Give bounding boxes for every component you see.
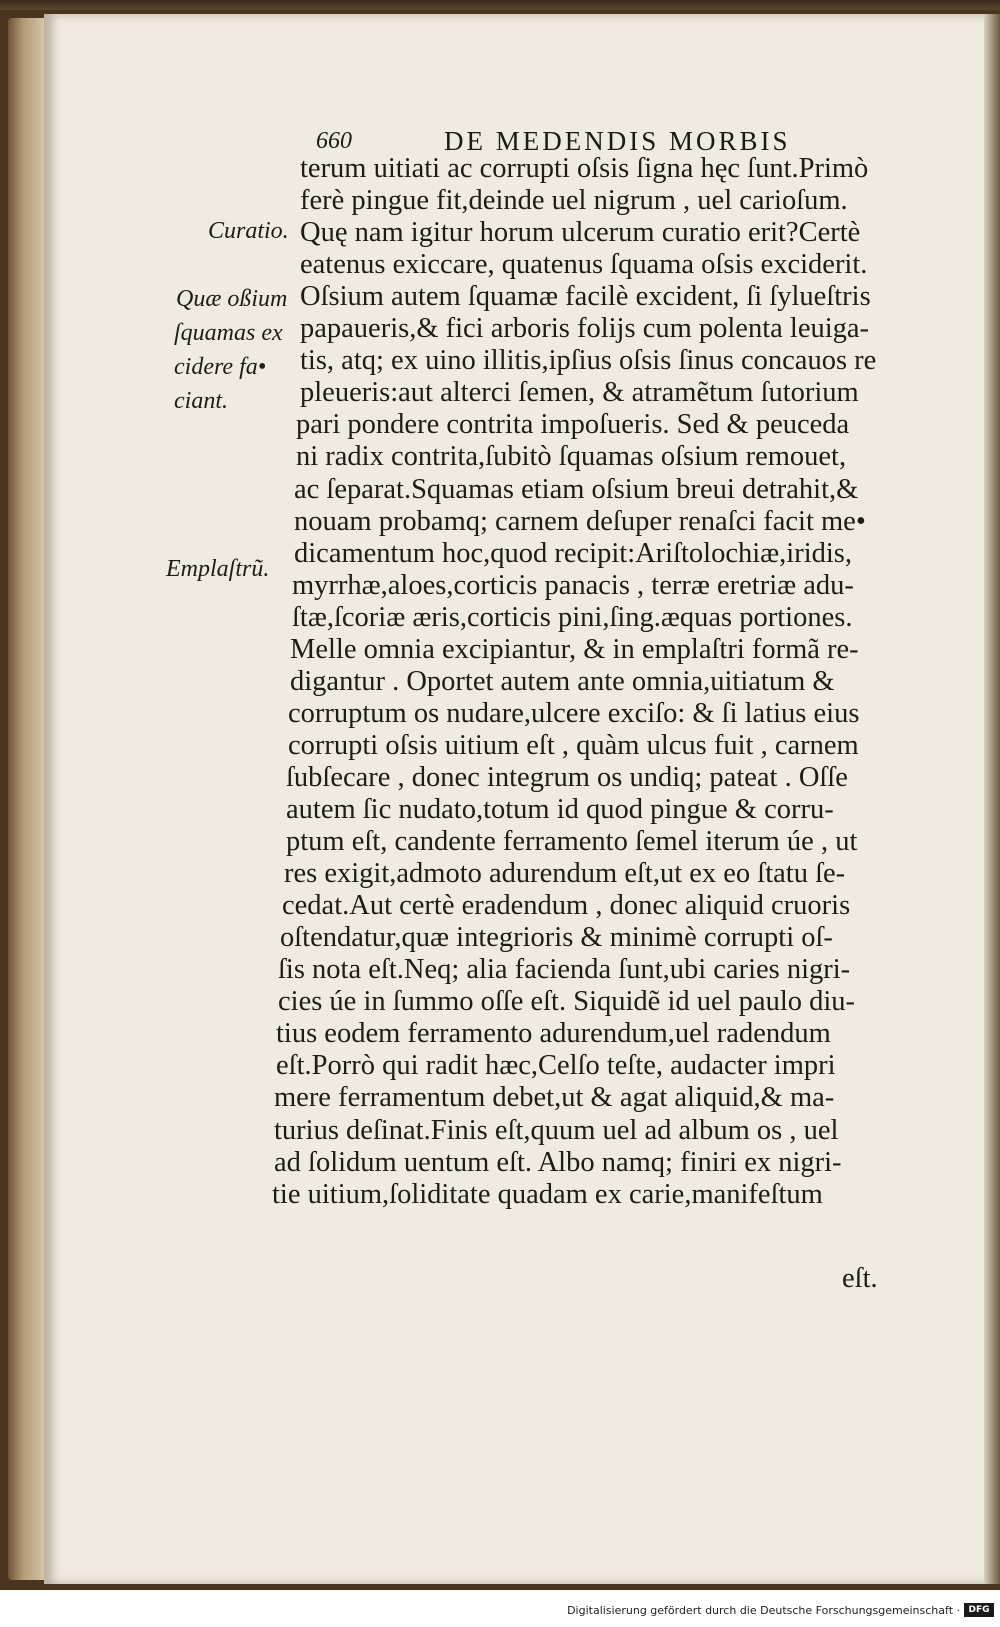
text-line: ſtæ,ſcoriæ æris,corticis pini,ſing.æquas portiones. (292, 601, 853, 633)
text-line: Quę nam igitur horum ulcerum curatio erit?Certè (300, 217, 861, 249)
text-line: turius deſinat.Finis eſt,quum uel ad album os , uel (274, 1114, 839, 1146)
dfg-logo: DFG (964, 1603, 994, 1617)
margin-note-curatio: Curatio. (208, 218, 289, 244)
text-line: nouam probamq; carnem deſuper renaſci facit me• (294, 505, 866, 537)
margin-note-line-4: ciant. (174, 388, 228, 414)
text-line: corruptum os nudare,ulcere exciſo: & ſi latius eius (288, 697, 860, 729)
text-line: pleueris:aut alterci ſemen, & atramẽtum ſutorium (300, 377, 859, 409)
text-line: dicamentum hoc,quod recipit:Ariſtolochiæ,iridis, (294, 537, 853, 569)
text-line: myrrhæ,aloes,corticis panacis , terræ eretriæ adu- (292, 569, 854, 601)
text-line: eſt.Porrò qui radit hæc,Celſo teſte, audacter impri (276, 1050, 836, 1082)
text-line: ptum eſt, candente ferramento ſemel iterum úe , ut (286, 826, 858, 858)
page-number: 660 (316, 128, 352, 154)
text-line: pari pondere contrita impoſueris. Sed & peuceda (296, 409, 850, 441)
margin-note-emplastrum: Emplaſtrũ. (166, 556, 270, 582)
text-line: ferè pingue fit,deinde uel nigrum , uel carioſum. (300, 185, 848, 217)
catchword: eſt. (842, 1263, 878, 1294)
text-line: papaueris,& fici arboris folijs cum polenta leuiga- (300, 313, 870, 345)
text-line: corrupti oſsis uitium eſt , quàm ulcus fuit , carnem (288, 729, 859, 761)
text-line: tie uitium,ſoliditate quadam ex carie,manifeſtum (272, 1178, 823, 1210)
text-line: ad ſolidum uentum eſt. Albo namq; finiri ex nigri- (274, 1146, 842, 1178)
margin-note-line-2: ſquamas ex (174, 320, 283, 346)
text-line: mere ferramentum debet,ut & agat aliquid,& ma- (274, 1082, 835, 1114)
text-line: cies úe in ſummo oſſe eſt. Siquidẽ id uel paulo diu- (278, 986, 856, 1018)
text-line: tius eodem ferramento adurendum,uel radendum (276, 1018, 831, 1050)
text-line: ac ſeparat.Squamas etiam oſsium breui detrahit,& (294, 473, 859, 505)
text-line: Oſsium autem ſquamæ facilè excident, ſi ſylueſtris (300, 281, 871, 313)
text-line: digantur . Oportet autem ante omnia,uitiatum & (290, 665, 835, 697)
text-line: autem ſic nudato,totum id quod pingue & corru- (286, 794, 834, 825)
text-line: ni radix contrita,ſubitò ſquamas oſsium remouet, (296, 441, 847, 473)
page-edge (984, 14, 1000, 1584)
text-line: ſis nota eſt.Neq; alia facienda ſunt,ubi caries nigri- (278, 954, 851, 986)
footer-credit: Digitalisierung gefördert durch die Deutsche Forschungsgemeinschaft · (567, 1604, 960, 1617)
margin-note-line-1: Quæ oßium (176, 286, 288, 312)
running-title: DE MEDENDIS MORBIS (444, 126, 791, 156)
margin-note-line-3: cidere fa• (174, 354, 267, 380)
text-line: ſubſecare , donec integrum os undiq; pateat . Oſſe (286, 761, 848, 793)
text-line: terum uitiati ac corrupti oſsis ſigna hęc ſunt.Primò (300, 153, 869, 184)
text-line: res exigit,admoto adurendum eſt,ut ex eo ſtatu ſe- (284, 858, 846, 890)
text-line: tis, atq; ex uino illitis,ipſius oſsis ſinus concauos re (300, 345, 877, 377)
text-line: eatenus exiccare, quatenus ſquama oſsis exciderit. (300, 249, 868, 281)
text-line: cedat.Aut certè eradendum , donec aliquid cruoris (282, 890, 851, 922)
text-line: Melle omnia excipiantur, & in emplaſtri formã re- (290, 633, 859, 665)
text-line: oſtendatur,quæ integrioris & minimè corrupti oſ- (280, 922, 833, 954)
